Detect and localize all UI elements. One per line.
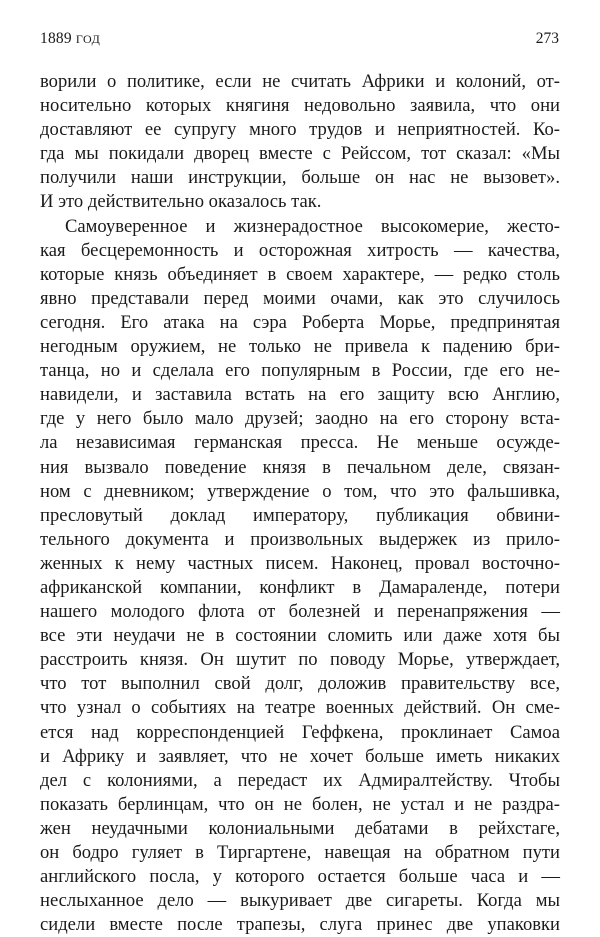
header-year-suffix: ГОД: [75, 32, 101, 46]
text-line: танца, но и сделала его популярным в России, где его не-: [40, 360, 560, 382]
running-header: [40, 30, 100, 48]
text-line: сидели вместе после трапезы, слуга принес две упаковки: [40, 914, 560, 936]
text-line: ния вызвало поведение князя в печальном деле, связан-: [40, 456, 560, 478]
header-year: 1889: [40, 30, 72, 47]
text-line: ется над корреспонденцией Геффкена, проклинает Самоа: [40, 721, 560, 743]
text-line: пресловутый доклад императору, публикация обвини-: [40, 504, 560, 526]
text-line: все эти неудачи не в состоянии сломить или даже хотя бы: [40, 625, 560, 647]
text-line: негодным оружием, не только не привела к падению бри-: [40, 336, 560, 358]
text-line: явно представали перед моими очами, как это случилось: [40, 287, 560, 309]
text-line: ла независимая германская пресса. Не меньше осужде-: [40, 432, 560, 454]
text-line: которые князь объединяет в своем характере, — редко столь: [40, 263, 560, 285]
text-line: носительно которых княгиня недовольно заявила, что они: [40, 95, 560, 117]
text-line: он бодро гуляет в Тиргартене, навещая на обратном пути: [40, 842, 560, 863]
text-line: что узнал о событиях на театре военных действий. Он сме-: [40, 697, 560, 719]
text-line: расстроить князя. Он шутит по поводу Морье, утверждает,: [40, 649, 560, 671]
text-line: дел с колониями, а передаст их Адмиралтейству. Чтобы: [40, 769, 560, 791]
text-line: и Африку и заявляет, что не хочет больше иметь никаких: [40, 745, 560, 767]
text-line: И это действительно оказалось так.: [40, 191, 322, 213]
text-line: гда мы покидали дворец вместе с Рейссом, тот сказал: «Мы: [40, 143, 560, 165]
text-line: тельного документа и произвольных выдержек из прило-: [40, 528, 560, 550]
text-line: ворили о политике, если не считать Африки и колоний, от-: [40, 71, 560, 92]
text-line: получили наши инструкции, больше он нас не вызовет».: [40, 167, 560, 189]
text-line: английского посла, у которого остается больше часа и —: [40, 866, 560, 888]
body-text: [40, 70, 560, 937]
text-line: где у него было мало друзей; заодно на его сторону вста-: [40, 408, 560, 430]
text-line: женных к нему частных писем. Наконец, провал восточно-: [40, 552, 560, 574]
text-line: показать берлинцам, что он не болен, не устал и не раздра-: [40, 793, 560, 815]
text-line: кая бесцеремонность и осторожная хитрость — качества,: [40, 239, 560, 261]
text-line: сегодня. Его атака на сэра Роберта Морье, предпринятая: [40, 311, 560, 333]
text-line: ном с дневником; утверждение о том, что это фальшивка,: [40, 480, 560, 502]
page-number: 273: [535, 30, 559, 47]
text-line: африканской компании, конфликт в Дамараленде, потери: [40, 576, 560, 598]
text-line: Самоуверенное и жизнерадостное высокомерие, жесто-: [65, 215, 560, 237]
text-line: неслыханное дело — выкуривает две сигареты. Когда мы: [40, 890, 560, 912]
text-line: навидели, и заставила встать на его защиту всю Англию,: [40, 384, 560, 406]
text-line: доставляют ее супругу много трудов и неприятностей. Ко-: [40, 119, 560, 141]
text-line: жен неудачными колониальными дебатами в рейхстаге,: [40, 817, 560, 839]
text-line: что тот выполнил свой долг, доложив правительству все,: [40, 673, 560, 695]
text-line: нашего молодого флота от болезней и перенапряжения —: [40, 601, 560, 623]
